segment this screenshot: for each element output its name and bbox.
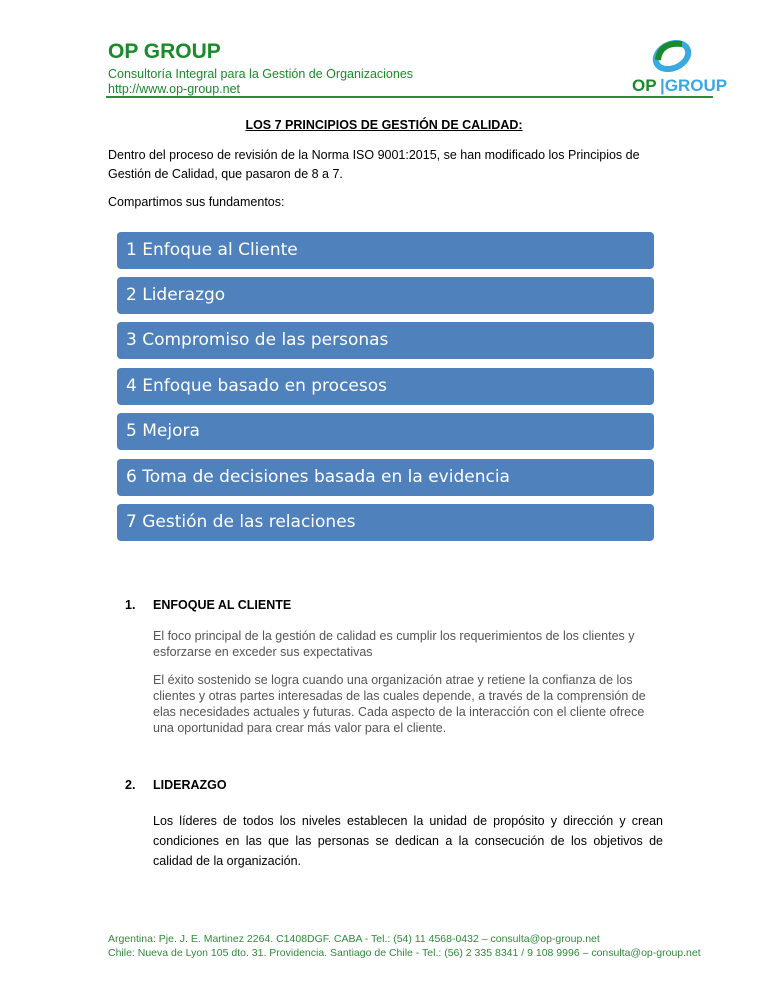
section-heading: 1. ENFOQUE AL CLIENTE <box>125 598 292 612</box>
svg-text:OP: OP <box>632 76 657 95</box>
principle-box: 1 Enfoque al Cliente <box>117 232 654 269</box>
website-link[interactable]: http://www.op-group.net <box>108 82 241 96</box>
op-group-logo <box>630 36 728 95</box>
brand-name: OP GROUP <box>108 40 221 63</box>
page-title: LOS 7 PRINCIPIOS DE GESTIÓN DE CALIDAD: <box>245 118 523 132</box>
section-paragraph: El foco principal de la gestión de calidad es cumplir los requerimientos de los clientes y esforzarse en exceder sus expectativas <box>153 629 635 659</box>
share-paragraph: Compartimos sus fundamentos: <box>108 195 285 209</box>
footer-line: Argentina: Pje. J. E. Martinez 2264. C1408DGF. CABA - Tel.: (54) 11 4568-0432 – consulta@op-group.net <box>108 933 600 945</box>
principle-box: 2 Liderazgo <box>117 277 654 314</box>
header-divider <box>106 96 713 98</box>
section-paragraph: Los líderes de todos los niveles establecen la unidad de propósito y dirección y crean condiciones en las que las personas se dedican a la consecución de los objetivos de calidad de la organización. <box>153 814 663 868</box>
tagline: Consultoría Integral para la Gestión de Organizaciones <box>108 67 414 81</box>
svg-text:|GROUP: |GROUP <box>660 76 728 95</box>
footer-line: Chile: Nueva de Lyon 105 dto. 31. Providencia. Santiago de Chile - Tel.: (56) 2 335 8341 / 9 108 9996 – consulta@op-group.net <box>108 947 701 959</box>
intro-paragraph: Dentro del proceso de revisión de la Norma ISO 9001:2015, se han modificado los Principios de Gestión de Calidad, que pasaron de 8 a 7. <box>108 148 640 181</box>
principle-box: 6 Toma de decisiones basada en la evidencia <box>117 459 654 496</box>
principle-box: 5 Mejora <box>117 413 654 450</box>
section-heading: 2. LIDERAZGO <box>125 778 227 792</box>
principle-box: 7 Gestión de las relaciones <box>117 504 654 541</box>
principle-box: 4 Enfoque basado en procesos <box>117 368 654 405</box>
section-paragraph: El éxito sostenido se logra cuando una organización atrae y retiene la confianza de los clientes y otras partes interesadas de las cuales depende, a través de la comprensión de elas necesidades actuales y futuras. Cada aspecto de la interacción con el cliente ofrece una oportunidad para crear más valor para el cliente. <box>153 673 646 735</box>
principle-box: 3 Compromiso de las personas <box>117 322 654 359</box>
